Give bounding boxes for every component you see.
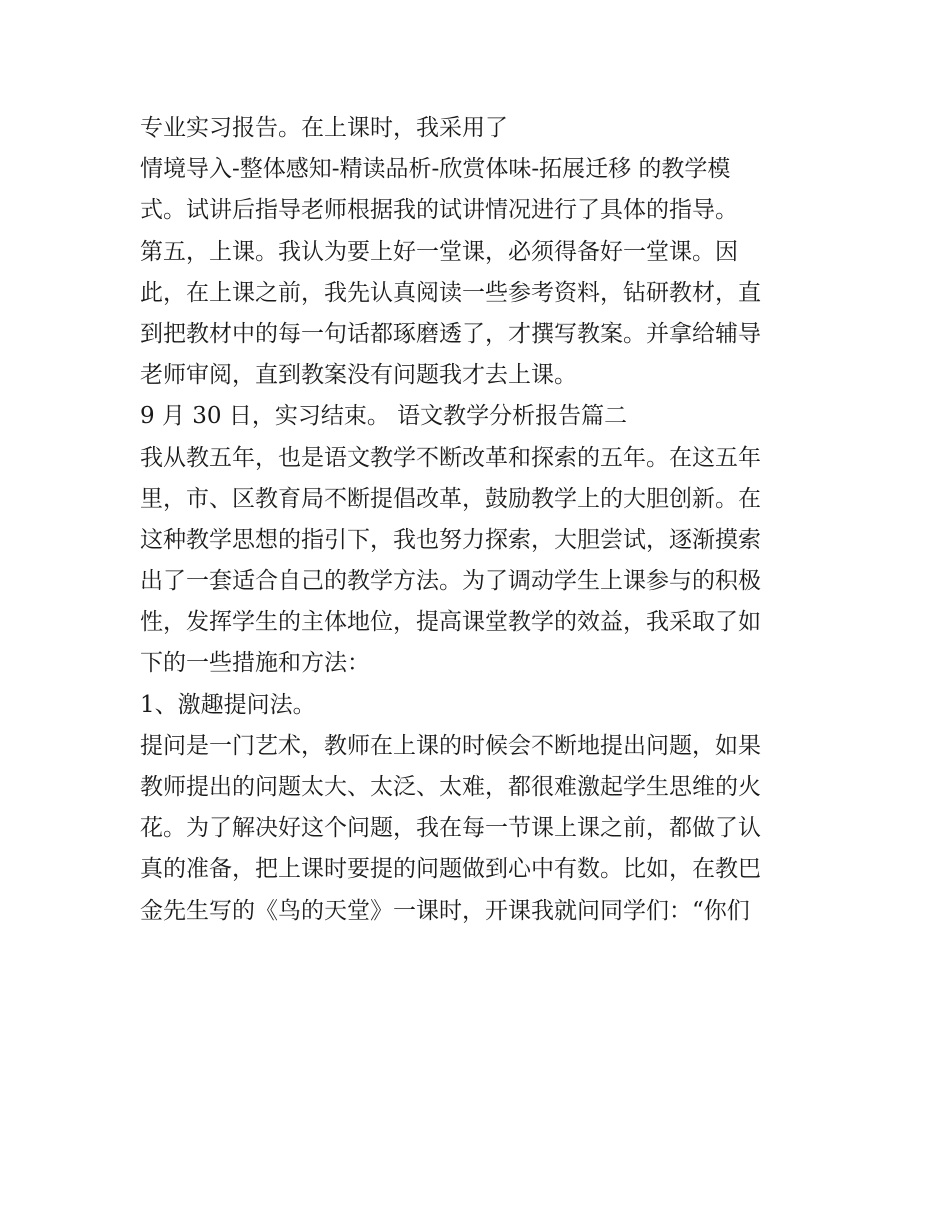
text-line: 式。试讲后指导老师根据我的试讲情况进行了具体的指导。 [140,197,738,224]
text-line: 金先生写的《鸟的天堂》一课时，开课我就问同学们：“你们 [140,897,750,924]
text-line: 9 月 30 日，实习结束。 语文教学分析报告篇二 [140,403,628,430]
text-line: 情境导入-整体感知-精读品析-欣赏体味-拓展迁移 的教学模 [140,156,731,183]
text-line: 第五，上课。我认为要上好一堂课，必须得备好一堂课。因 [140,238,738,265]
text-line: 1、激趣提问法。 [140,691,316,718]
text-line: 教师提出的问题太大、太泛、太难，都很难激起学生思维的火 [140,774,761,800]
text-line: 这种教学思想的指引下，我也努力探索，大胆尝试，逐渐摸索 [140,526,761,553]
text-line: 出了一套适合自己的教学方法。为了调动学生上课参与的积极 [140,568,761,595]
text-line: 性，发挥学生的主体地位，提高课堂教学的效益，我采取了如 [140,609,761,636]
text-line: 到把教材中的每一句话都琢磨透了，才撰写教案。并拿给辅导 [140,320,761,347]
text-line: 花。为了解决好这个问题，我在每一节课上课之前，都做了认 [140,815,761,842]
text-line: 下的一些措施和方法： [140,650,370,677]
text-line: 我从教五年，也是语文教学不断改革和探索的五年。在这五年 [140,444,761,471]
text-line: 老师审阅，直到教案没有问题我才去上课。 [140,362,577,389]
text-line: 此，在上课之前，我先认真阅读一些参考资料，钻研教材，直 [140,279,761,306]
body-text [140,108,820,932]
text-line: 专业实习报告。在上课时，我采用了 [140,115,508,141]
text-line: 真的准备，把上课时要提的问题做到心中有数。比如，在教巴 [140,856,761,883]
text-line: 提问是一门艺术，教师在上课的时候会不断地提出问题，如果 [140,732,761,759]
text-line: 里，市、区教育局不断提倡改革，鼓励教学上的大胆创新。在 [140,485,761,512]
